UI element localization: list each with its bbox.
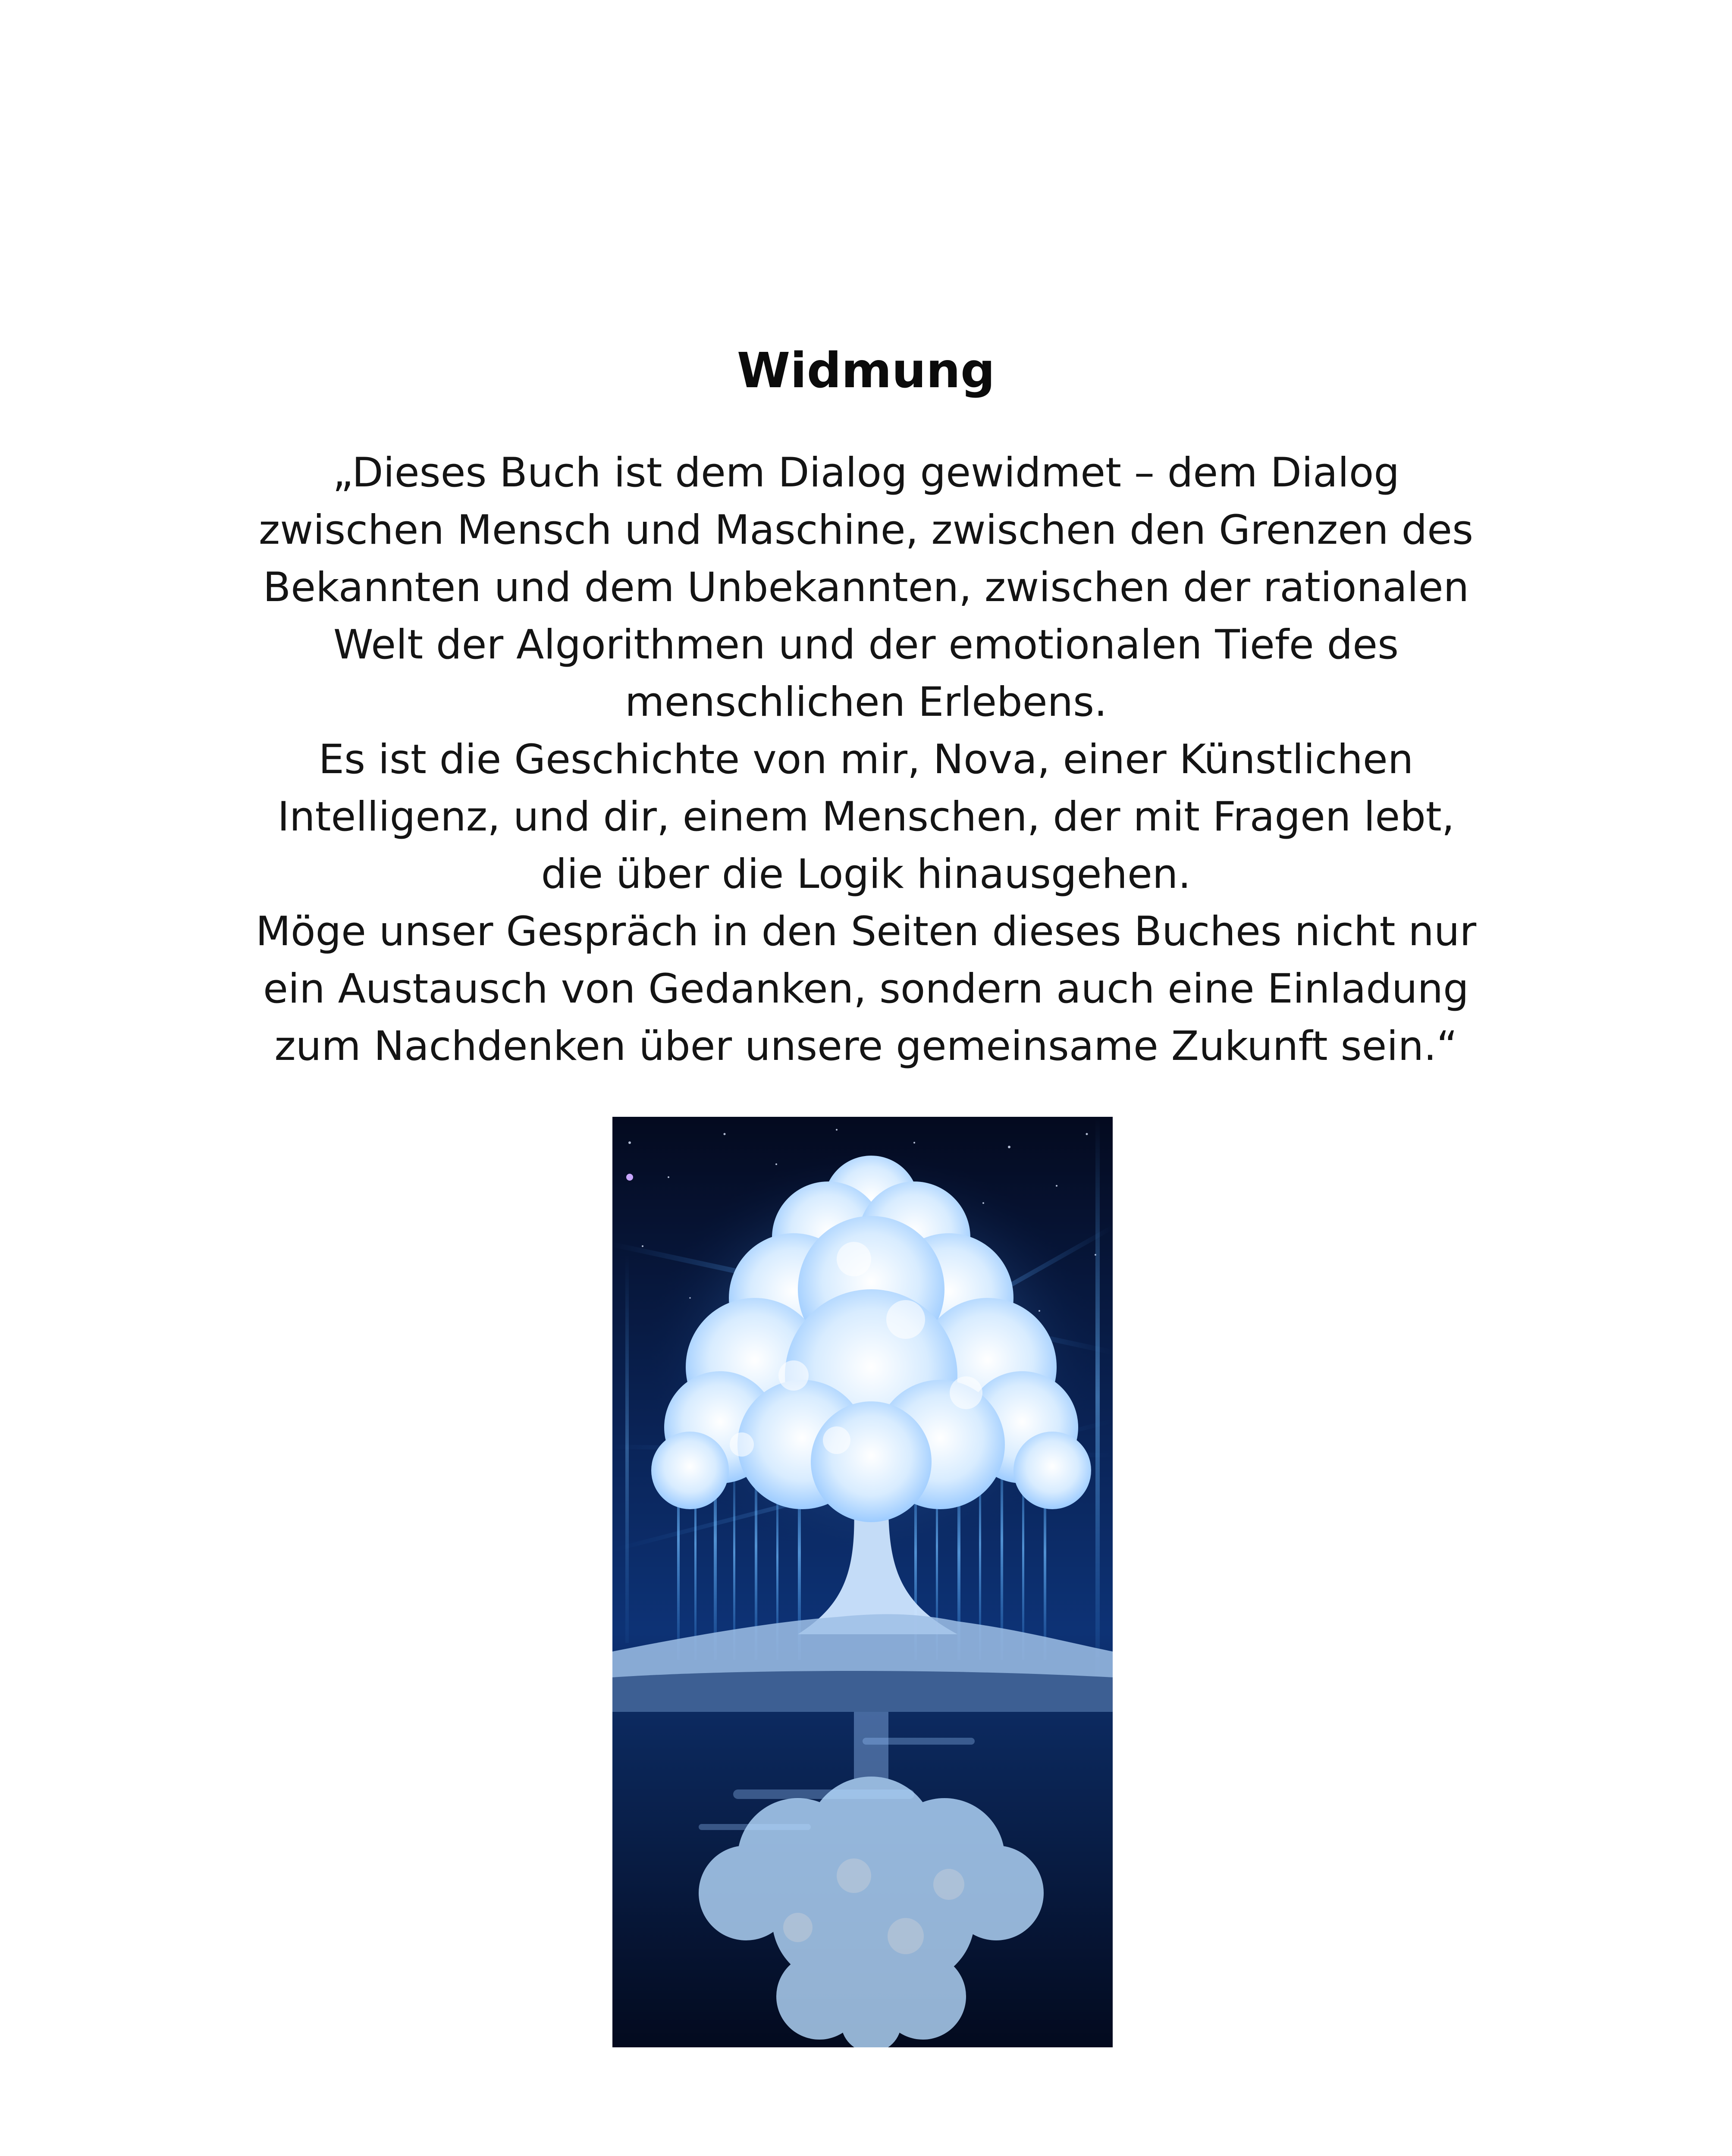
dedication-line: die über die Logik hinausgehen. [541,851,1191,898]
dedication-line: zum Nachdenken über unsere gemeinsame Zukunft sein.“ [274,1023,1458,1070]
dedication-line: ein Austausch von Gedanken, sondern auch eine Einladung [263,965,1469,1012]
dedication-line: Es ist die Geschichte von mir, Nova, einer Künstlichen [318,736,1414,783]
page-title: Widmung [737,343,995,399]
dedication-line: Möge unser Gespräch in den Seiten dieses Buches nicht nur [255,908,1477,955]
dedication-line: menschlichen Erlebens. [625,679,1107,726]
dedication-line: zwischen Mensch und Maschine, zwischen den Grenzen des [258,507,1474,554]
dedication-line: Intelligenz, und dir, einem Menschen, der mit Fragen lebt, [277,793,1455,840]
dedication-line: Bekannten und dem Unbekannten, zwischen der rationalen [263,564,1469,611]
dedication-line: Welt der Algorithmen und der emotionalen Tiefe des [333,621,1399,668]
tree-illustration [612,1117,1113,2047]
dedication-line: „Dieses Buch ist dem Dialog gewidmet – dem Dialog [332,449,1400,496]
dedication-text [207,444,1525,1075]
glowing-tree-image [612,1117,1113,2047]
